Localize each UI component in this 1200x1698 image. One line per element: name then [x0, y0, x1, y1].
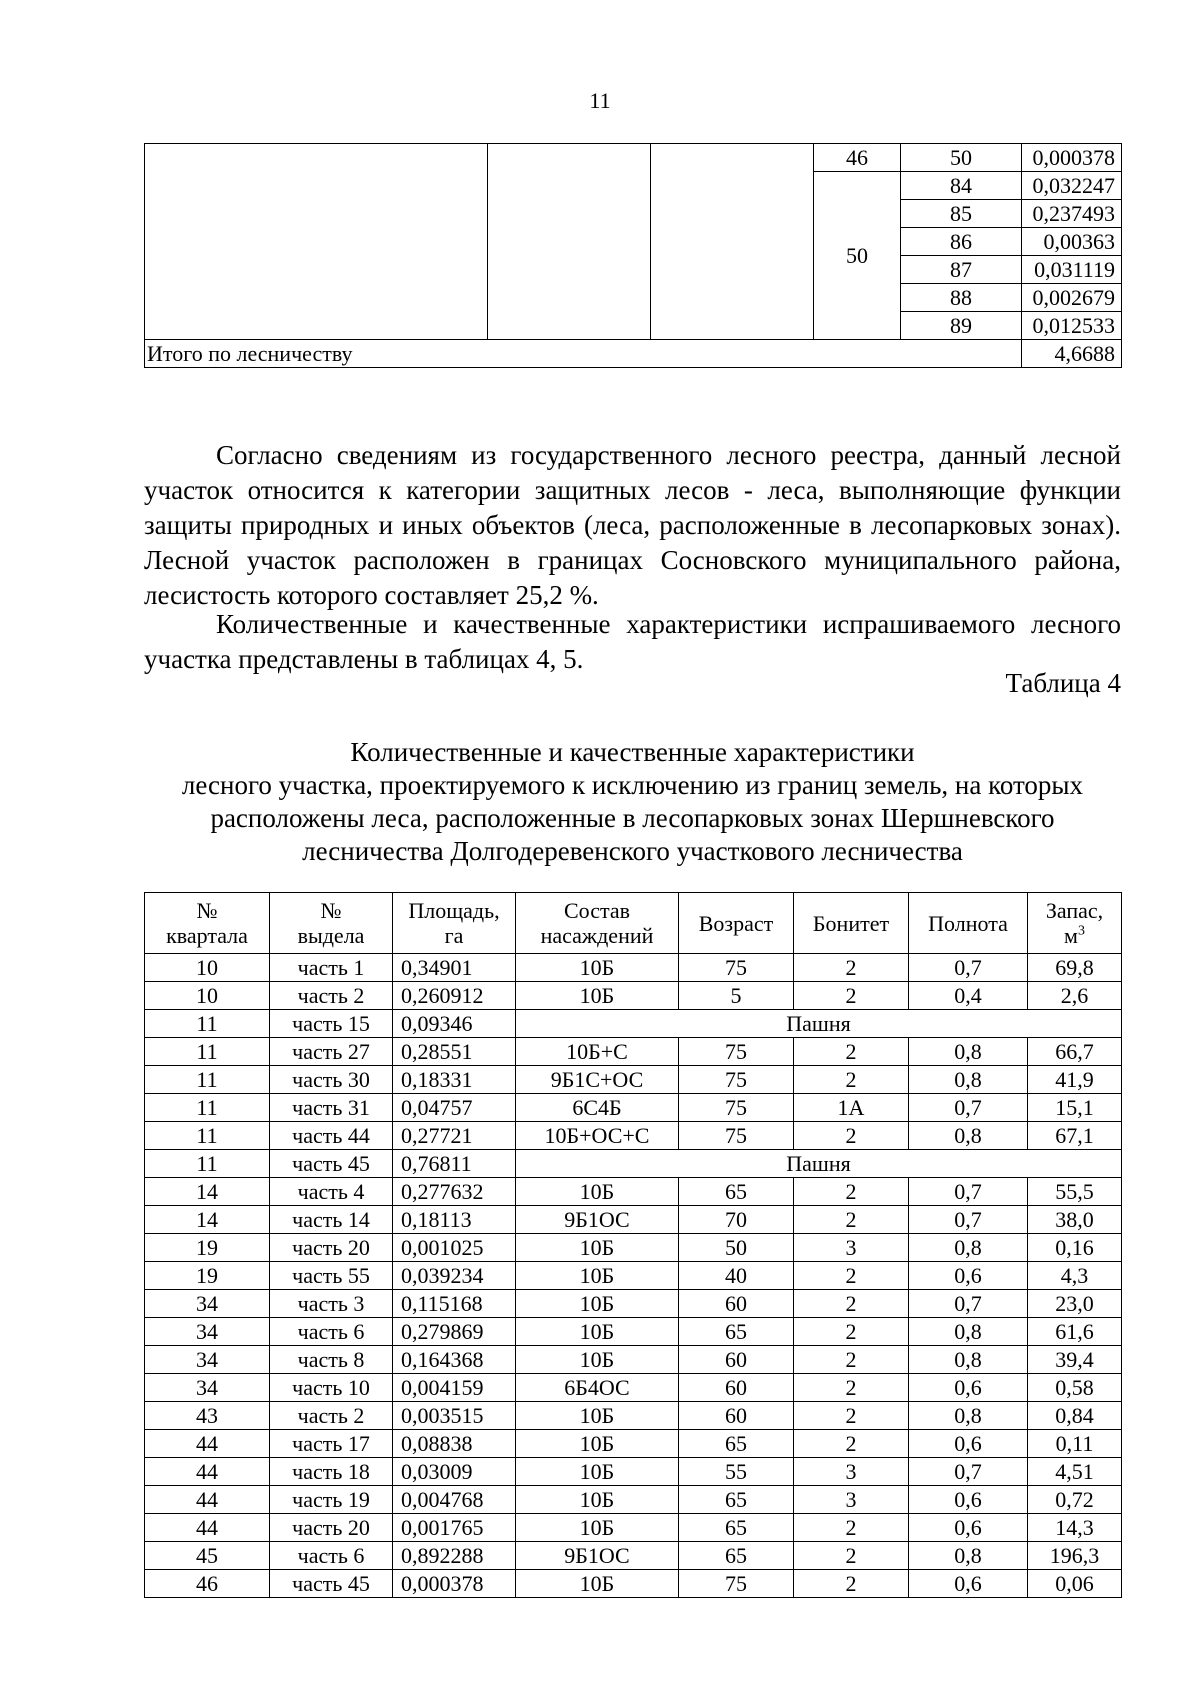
bonitet-cell: 2 — [794, 954, 909, 982]
age-cell: 65 — [679, 1486, 794, 1514]
kvartal-cell: 34 — [145, 1374, 270, 1402]
paragraph-characteristics-reference: Количественные и качественные характеристики испрашиваемого лесного участка представлены в таблицах 4, 5. — [144, 609, 1121, 674]
vydel-cell: часть 44 — [270, 1122, 393, 1150]
polnota-cell: 0,7 — [909, 1290, 1028, 1318]
area-cell: 0,34901 — [393, 954, 516, 982]
vydel-cell: часть 6 — [270, 1542, 393, 1570]
zapas-cell: 69,8 — [1028, 954, 1122, 982]
zapas-cell: 0,11 — [1028, 1430, 1122, 1458]
vydel-cell: часть 19 — [270, 1486, 393, 1514]
kvartal-cell: 14 — [145, 1178, 270, 1206]
kvartal-cell: 34 — [145, 1318, 270, 1346]
table-row — [145, 1570, 1122, 1598]
polnota-cell: 0,7 — [909, 1178, 1028, 1206]
table-row — [145, 1206, 1122, 1234]
bonitet-cell: 1А — [794, 1094, 909, 1122]
zapas-cell: 23,0 — [1028, 1290, 1122, 1318]
kvartal-cell: 46 — [145, 1570, 270, 1598]
polnota-cell: 0,8 — [909, 1038, 1028, 1066]
area-cell: 0,279869 — [393, 1318, 516, 1346]
polnota-cell: 0,8 — [909, 1402, 1028, 1430]
area-cell: 0,76811 — [393, 1150, 516, 1178]
table-header-row — [145, 893, 1122, 954]
header-area: Площадь, га — [393, 893, 516, 954]
vydel-cell: часть 2 — [270, 982, 393, 1010]
polnota-cell: 0,6 — [909, 1262, 1028, 1290]
vydel-cell: часть 55 — [270, 1262, 393, 1290]
sostav-cell: 6С4Б — [516, 1094, 679, 1122]
bonitet-cell: 2 — [794, 1290, 909, 1318]
kvartal-cell: 11 — [145, 1010, 270, 1038]
area-cell: 0,892288 — [393, 1542, 516, 1570]
kvartal-cell: 11 — [145, 1150, 270, 1178]
empty-cell — [651, 144, 814, 340]
kvartal-cell: 11 — [145, 1038, 270, 1066]
empty-cell — [488, 144, 651, 340]
zapas-cell: 0,72 — [1028, 1486, 1122, 1514]
kvartal-cell: 34 — [145, 1290, 270, 1318]
vydel-cell: часть 20 — [270, 1514, 393, 1542]
zapas-cell: 41,9 — [1028, 1066, 1122, 1094]
vydel-cell: часть 2 — [270, 1402, 393, 1430]
table-caption: Количественные и качественные характеристики лесного участка, проектируемого к исключению из границ земель, на которых расположены леса, расположенные в лесопарковых зонах Шершневского лесничества Долгодеревенского участкового лесничества — [181, 737, 1084, 866]
polnota-cell: 0,8 — [909, 1066, 1028, 1094]
bonitet-cell: 2 — [794, 1318, 909, 1346]
kvartal-cell: 45 — [145, 1542, 270, 1570]
area-cell: 0,115168 — [393, 1290, 516, 1318]
zapas-cell: 4,51 — [1028, 1458, 1122, 1486]
sostav-cell: 10Б — [516, 1318, 679, 1346]
polnota-cell: 0,8 — [909, 1122, 1028, 1150]
vydel-cell: 84 — [901, 172, 1022, 200]
vydel-cell: часть 15 — [270, 1010, 393, 1038]
area-cell: 0,001025 — [393, 1234, 516, 1262]
table-row — [145, 1178, 1122, 1206]
kvartal-cell: 14 — [145, 1206, 270, 1234]
bonitet-cell: 2 — [794, 1542, 909, 1570]
sostav-cell: 10Б — [516, 1402, 679, 1430]
vydel-cell: 85 — [901, 200, 1022, 228]
vydel-cell: часть 8 — [270, 1346, 393, 1374]
table-row — [145, 1318, 1122, 1346]
age-cell: 60 — [679, 1346, 794, 1374]
table-row — [145, 1066, 1122, 1094]
polnota-cell: 0,6 — [909, 1374, 1028, 1402]
vydel-cell: часть 45 — [270, 1150, 393, 1178]
age-cell: 75 — [679, 1122, 794, 1150]
vydel-cell: часть 18 — [270, 1458, 393, 1486]
vydel-cell: часть 4 — [270, 1178, 393, 1206]
table-row — [145, 1094, 1122, 1122]
table-row — [145, 1458, 1122, 1486]
zapas-cell: 4,3 — [1028, 1262, 1122, 1290]
age-cell: 50 — [679, 1234, 794, 1262]
table-row — [145, 982, 1122, 1010]
vydel-cell: 88 — [901, 284, 1022, 312]
age-cell: 60 — [679, 1290, 794, 1318]
kvartal-cell: 44 — [145, 1458, 270, 1486]
table-row — [145, 1010, 1122, 1038]
polnota-cell: 0,7 — [909, 1206, 1028, 1234]
pashnya-cell: Пашня — [516, 1150, 1122, 1178]
table-row — [145, 144, 1122, 172]
vydel-cell: часть 1 — [270, 954, 393, 982]
sostav-cell: 10Б+ОС+С — [516, 1122, 679, 1150]
bonitet-cell: 3 — [794, 1234, 909, 1262]
bonitet-cell: 2 — [794, 1206, 909, 1234]
header-zapas: Запас, $м^3$ — [1028, 893, 1122, 954]
sostav-cell: 10Б — [516, 982, 679, 1010]
zapas-cell: 196,3 — [1028, 1542, 1122, 1570]
polnota-cell: 0,8 — [909, 1318, 1028, 1346]
polnota-cell: 0,6 — [909, 1486, 1028, 1514]
bonitet-cell: 2 — [794, 1430, 909, 1458]
zapas-cell: 66,7 — [1028, 1038, 1122, 1066]
vydel-cell: 86 — [901, 228, 1022, 256]
vydel-cell: часть 30 — [270, 1066, 393, 1094]
polnota-cell: 0,8 — [909, 1346, 1028, 1374]
zapas-cell: 0,06 — [1028, 1570, 1122, 1598]
kvartal-cell: 34 — [145, 1346, 270, 1374]
vydel-cell: часть 10 — [270, 1374, 393, 1402]
age-cell: 75 — [679, 954, 794, 982]
vydel-cell: 87 — [901, 256, 1022, 284]
area-cell: 0,03009 — [393, 1458, 516, 1486]
area-cell: 0,003515 — [393, 1402, 516, 1430]
table-row — [145, 1038, 1122, 1066]
sostav-cell: 9Б1ОС — [516, 1206, 679, 1234]
vydel-cell: 50 — [901, 144, 1022, 172]
bonitet-cell: 2 — [794, 1346, 909, 1374]
kvartal-cell: 44 — [145, 1486, 270, 1514]
bonitet-cell: 2 — [794, 982, 909, 1010]
sostav-cell: 10Б+С — [516, 1038, 679, 1066]
age-cell: 65 — [679, 1178, 794, 1206]
zapas-cell: 39,4 — [1028, 1346, 1122, 1374]
polnota-cell: 0,6 — [909, 1514, 1028, 1542]
area-cell: 0,28551 — [393, 1038, 516, 1066]
bonitet-cell: 2 — [794, 1374, 909, 1402]
vydel-cell: часть 20 — [270, 1234, 393, 1262]
polnota-cell: 0,6 — [909, 1570, 1028, 1598]
sostav-cell: 10Б — [516, 1346, 679, 1374]
sostav-cell: 10Б — [516, 1234, 679, 1262]
total-label: Итого по лесничеству — [145, 340, 1022, 368]
bonitet-cell: 2 — [794, 1178, 909, 1206]
polnota-cell: 0,6 — [909, 1430, 1028, 1458]
header-kvartal: № квартала — [145, 893, 270, 954]
sostav-cell: 10Б — [516, 1430, 679, 1458]
area-cell: 0,04757 — [393, 1094, 516, 1122]
header-sostav: Состав насаждений — [516, 893, 679, 954]
total-value: 4,6688 — [1022, 340, 1122, 368]
zapas-cell: 55,5 — [1028, 1178, 1122, 1206]
vydel-cell: часть 14 — [270, 1206, 393, 1234]
empty-cell — [145, 144, 488, 340]
bonitet-cell: 3 — [794, 1486, 909, 1514]
header-age: Возраст — [679, 893, 794, 954]
zapas-cell: 0,84 — [1028, 1402, 1122, 1430]
bonitet-cell: 3 — [794, 1458, 909, 1486]
sostav-cell: 10Б — [516, 1290, 679, 1318]
sostav-cell: 10Б — [516, 1262, 679, 1290]
sostav-cell: 9Б1С+ОС — [516, 1066, 679, 1094]
table-row — [145, 1514, 1122, 1542]
bonitet-cell: 2 — [794, 1570, 909, 1598]
sostav-cell: 10Б — [516, 1486, 679, 1514]
forest-characteristics-table — [144, 892, 1122, 1598]
zapas-cell: 38,0 — [1028, 1206, 1122, 1234]
age-cell: 65 — [679, 1318, 794, 1346]
table-row — [145, 1486, 1122, 1514]
table-row — [145, 1234, 1122, 1262]
paragraph-forest-category: Согласно сведениям из государственного лесного реестра, данный лесной участок относится к категории защитных лесов - леса, выполняющие функции защиты природных и иных объектов (леса, расположенные в лесопарковых зонах). Лесной участок расположен в границах Сосновского муниципального района, лесистость которого составляет 25,2 %. — [144, 440, 1121, 610]
header-polnota: Полнота — [909, 893, 1028, 954]
kvartal-cell: 10 — [145, 954, 270, 982]
vydel-cell: часть 6 — [270, 1318, 393, 1346]
polnota-cell: 0,4 — [909, 982, 1028, 1010]
bonitet-cell: 2 — [794, 1262, 909, 1290]
area-cell: 0,032247 — [1022, 172, 1122, 200]
vydel-cell: часть 17 — [270, 1430, 393, 1458]
polnota-cell: 0,7 — [909, 954, 1028, 982]
age-cell: 75 — [679, 1038, 794, 1066]
area-cell: 0,012533 — [1022, 312, 1122, 340]
sostav-cell: 9Б1ОС — [516, 1542, 679, 1570]
kvartal-cell: 11 — [145, 1094, 270, 1122]
sostav-cell: 10Б — [516, 1458, 679, 1486]
header-bonitet: Бонитет — [794, 893, 909, 954]
zapas-cell: 0,58 — [1028, 1374, 1122, 1402]
sostav-cell: 10Б — [516, 1178, 679, 1206]
zapas-cell: 67,1 — [1028, 1122, 1122, 1150]
area-cell: 0,27721 — [393, 1122, 516, 1150]
age-cell: 65 — [679, 1430, 794, 1458]
table-row — [145, 954, 1122, 982]
zapas-cell: 0,16 — [1028, 1234, 1122, 1262]
area-cell: 0,00363 — [1022, 228, 1122, 256]
area-cell: 0,001765 — [393, 1514, 516, 1542]
age-cell: 75 — [679, 1066, 794, 1094]
age-cell: 60 — [679, 1402, 794, 1430]
kvartal-cell: 44 — [145, 1514, 270, 1542]
kvartal-cell: 46 — [814, 144, 901, 172]
continued-table — [144, 143, 1122, 368]
kvartal-cell: 19 — [145, 1262, 270, 1290]
vydel-cell: часть 27 — [270, 1038, 393, 1066]
bonitet-cell: 2 — [794, 1514, 909, 1542]
bonitet-cell: 2 — [794, 1122, 909, 1150]
zapas-cell: 15,1 — [1028, 1094, 1122, 1122]
zapas-cell: 61,6 — [1028, 1318, 1122, 1346]
age-cell: 70 — [679, 1206, 794, 1234]
bonitet-cell: 2 — [794, 1038, 909, 1066]
vydel-cell: часть 3 — [270, 1290, 393, 1318]
bonitet-cell: 2 — [794, 1402, 909, 1430]
table-row — [145, 1150, 1122, 1178]
table-row — [145, 1402, 1122, 1430]
page-number: 11 — [589, 88, 611, 113]
sostav-cell: 6Б4ОС — [516, 1374, 679, 1402]
area-cell: 0,18331 — [393, 1066, 516, 1094]
bonitet-cell: 2 — [794, 1066, 909, 1094]
table-row — [145, 1122, 1122, 1150]
area-cell: 0,031119 — [1022, 256, 1122, 284]
area-cell: 0,18113 — [393, 1206, 516, 1234]
table-row — [145, 1374, 1122, 1402]
table-row — [145, 1262, 1122, 1290]
kvartal-cell: 11 — [145, 1066, 270, 1094]
table-row — [145, 1346, 1122, 1374]
polnota-cell: 0,7 — [909, 1094, 1028, 1122]
area-cell: 0,260912 — [393, 982, 516, 1010]
area-cell: 0,002679 — [1022, 284, 1122, 312]
age-cell: 55 — [679, 1458, 794, 1486]
kvartal-cell: 11 — [145, 1122, 270, 1150]
age-cell: 40 — [679, 1262, 794, 1290]
area-cell: 0,09346 — [393, 1010, 516, 1038]
zapas-cell: 14,3 — [1028, 1514, 1122, 1542]
vydel-cell: часть 45 — [270, 1570, 393, 1598]
pashnya-cell: Пашня — [516, 1010, 1122, 1038]
area-cell: 0,277632 — [393, 1178, 516, 1206]
area-cell: 0,000378 — [1022, 144, 1122, 172]
age-cell: 60 — [679, 1374, 794, 1402]
sostav-cell: 10Б — [516, 1570, 679, 1598]
vydel-cell: 89 — [901, 312, 1022, 340]
polnota-cell: 0,7 — [909, 1458, 1028, 1486]
area-cell: 0,08838 — [393, 1430, 516, 1458]
area-cell: 0,004768 — [393, 1486, 516, 1514]
age-cell: 5 — [679, 982, 794, 1010]
age-cell: 65 — [679, 1542, 794, 1570]
polnota-cell: 0,8 — [909, 1542, 1028, 1570]
zapas-cell: 2,6 — [1028, 982, 1122, 1010]
table-row — [145, 1542, 1122, 1570]
sostav-cell: 10Б — [516, 1514, 679, 1542]
area-cell: 0,164368 — [393, 1346, 516, 1374]
header-vydel: № выдела — [270, 893, 393, 954]
kvartal-cell: 44 — [145, 1430, 270, 1458]
table-label: Таблица 4 — [1005, 668, 1121, 698]
age-cell: 65 — [679, 1514, 794, 1542]
sostav-cell: 10Б — [516, 954, 679, 982]
area-cell: 0,000378 — [393, 1570, 516, 1598]
kvartal-cell: 10 — [145, 982, 270, 1010]
polnota-cell: 0,8 — [909, 1234, 1028, 1262]
kvartal-cell: 43 — [145, 1402, 270, 1430]
area-cell: 0,237493 — [1022, 200, 1122, 228]
area-cell: 0,039234 — [393, 1262, 516, 1290]
kvartal-cell: 19 — [145, 1234, 270, 1262]
area-cell: 0,004159 — [393, 1374, 516, 1402]
age-cell: 75 — [679, 1570, 794, 1598]
total-row — [145, 340, 1122, 368]
table-row — [145, 1290, 1122, 1318]
table-row — [145, 1430, 1122, 1458]
kvartal-cell: 50 — [814, 172, 901, 340]
age-cell: 75 — [679, 1094, 794, 1122]
vydel-cell: часть 31 — [270, 1094, 393, 1122]
